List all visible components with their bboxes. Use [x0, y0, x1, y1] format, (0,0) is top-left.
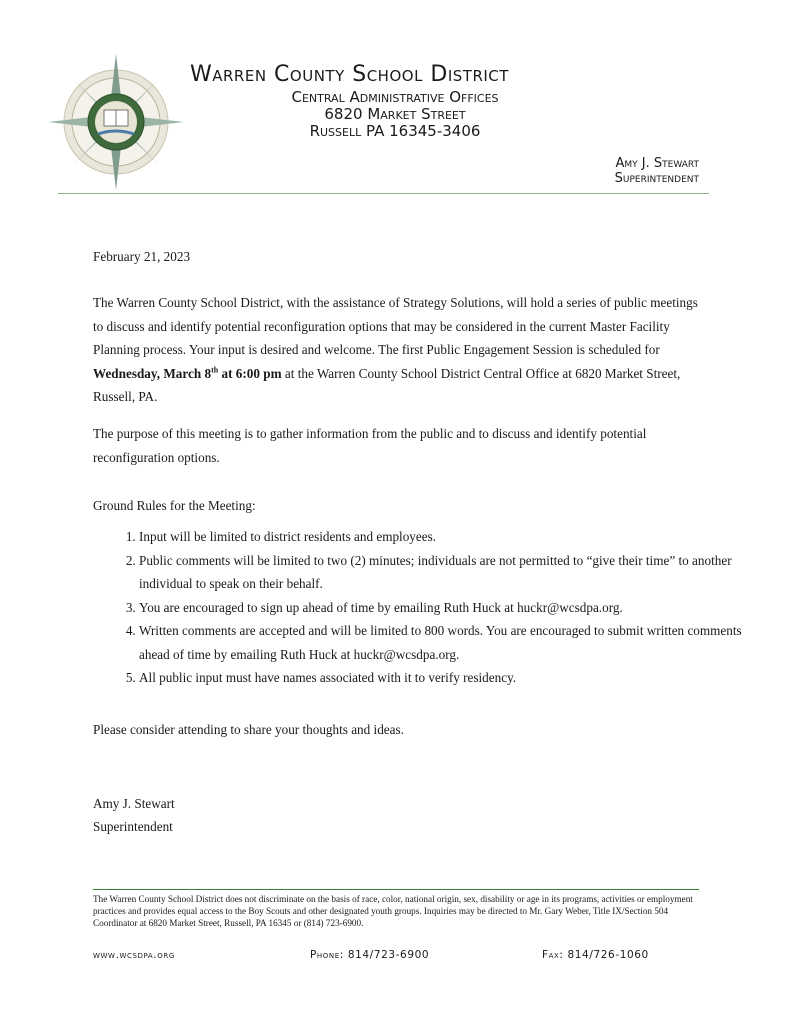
signature-title: Superintendent: [93, 819, 173, 834]
para1-text-b: at the Warren County School District Central Office at 6820 Market Street, Russell, PA.: [93, 365, 681, 404]
nondiscrimination-disclaimer: The Warren County School District does not discriminate on the basis of race, color, national origin, sex, disability or age in its programs, activities or employment practices and provides equal access to the Boy Scouts and other designated youth groups. Inquiries may be directed to Mr. Gary Weber, Title IX/Section 504 Coordinator at 6820 Market Street, Russell, PA 16345 or (814) 723-6900.: [93, 894, 693, 928]
list-item: 1. Input will be limited to district residents and employees.: [139, 525, 749, 549]
header-divider: [58, 193, 709, 194]
letter-date: February 21, 2023: [93, 249, 191, 264]
office-name: Central Administrative Offices: [291, 88, 499, 106]
para1-text-a: The Warren County School District, with the assistance of Strategy Solutions, will hold a series of public meetings to discuss and identify potential reconfiguration options that may be considered in the current Master Facility Planning process. Your input is desired and welcome. The first Public Engagement Session is scheduled for: [93, 295, 698, 357]
city-address: Russell PA 16345-3406: [309, 122, 481, 140]
superintendent-title: Superintendent: [614, 171, 699, 186]
ground-rules-list: [93, 525, 749, 690]
footer-website: www.wcsdpa.org: [93, 949, 175, 961]
meeting-time: at 6:00 pm: [218, 365, 282, 381]
org-name: Warren County School District: [190, 62, 509, 87]
list-item: 4. Written comments are accepted and will be limited to 800 words. You are encouraged to submit written comments ahead of time by emailing Ruth Huck at huckr@wcsdpa.org.: [139, 619, 749, 666]
list-item: 5. All public input must have names associated with it to verify residency.: [139, 666, 749, 690]
letterhead: [0, 0, 791, 200]
meeting-datetime: [93, 366, 282, 381]
street-address: 6820 Market Street: [324, 105, 466, 123]
signature-name: Amy J. Stewart: [93, 796, 175, 811]
footer-divider: [93, 889, 699, 890]
paragraph-announcement: [93, 291, 703, 409]
footer-fax: Fax: 814/726-1060: [542, 949, 649, 961]
ground-rules-heading: Ground Rules for the Meeting:: [93, 498, 256, 513]
ordinal-suffix: th: [211, 365, 219, 375]
meeting-date: Wednesday, March 8: [93, 365, 212, 381]
paragraph-purpose: The purpose of this meeting is to gather information from the public and to discuss and identify potential reconfiguration options.: [93, 426, 647, 465]
closing-line: Please consider attending to share your thoughts and ideas.: [93, 722, 404, 737]
list-item: 3. You are encouraged to sign up ahead of time by emailing Ruth Huck at huckr@wcsdpa.org.: [139, 596, 749, 620]
superintendent-name: Amy J. Stewart: [615, 156, 699, 171]
list-item: 2. Public comments will be limited to two (2) minutes; individuals are not permitted to “give their time” to another individual to speak on their behalf.: [139, 549, 749, 596]
footer-phone: Phone: 814/723-6900: [310, 949, 430, 961]
compass-rose-seal-icon: [46, 52, 186, 192]
